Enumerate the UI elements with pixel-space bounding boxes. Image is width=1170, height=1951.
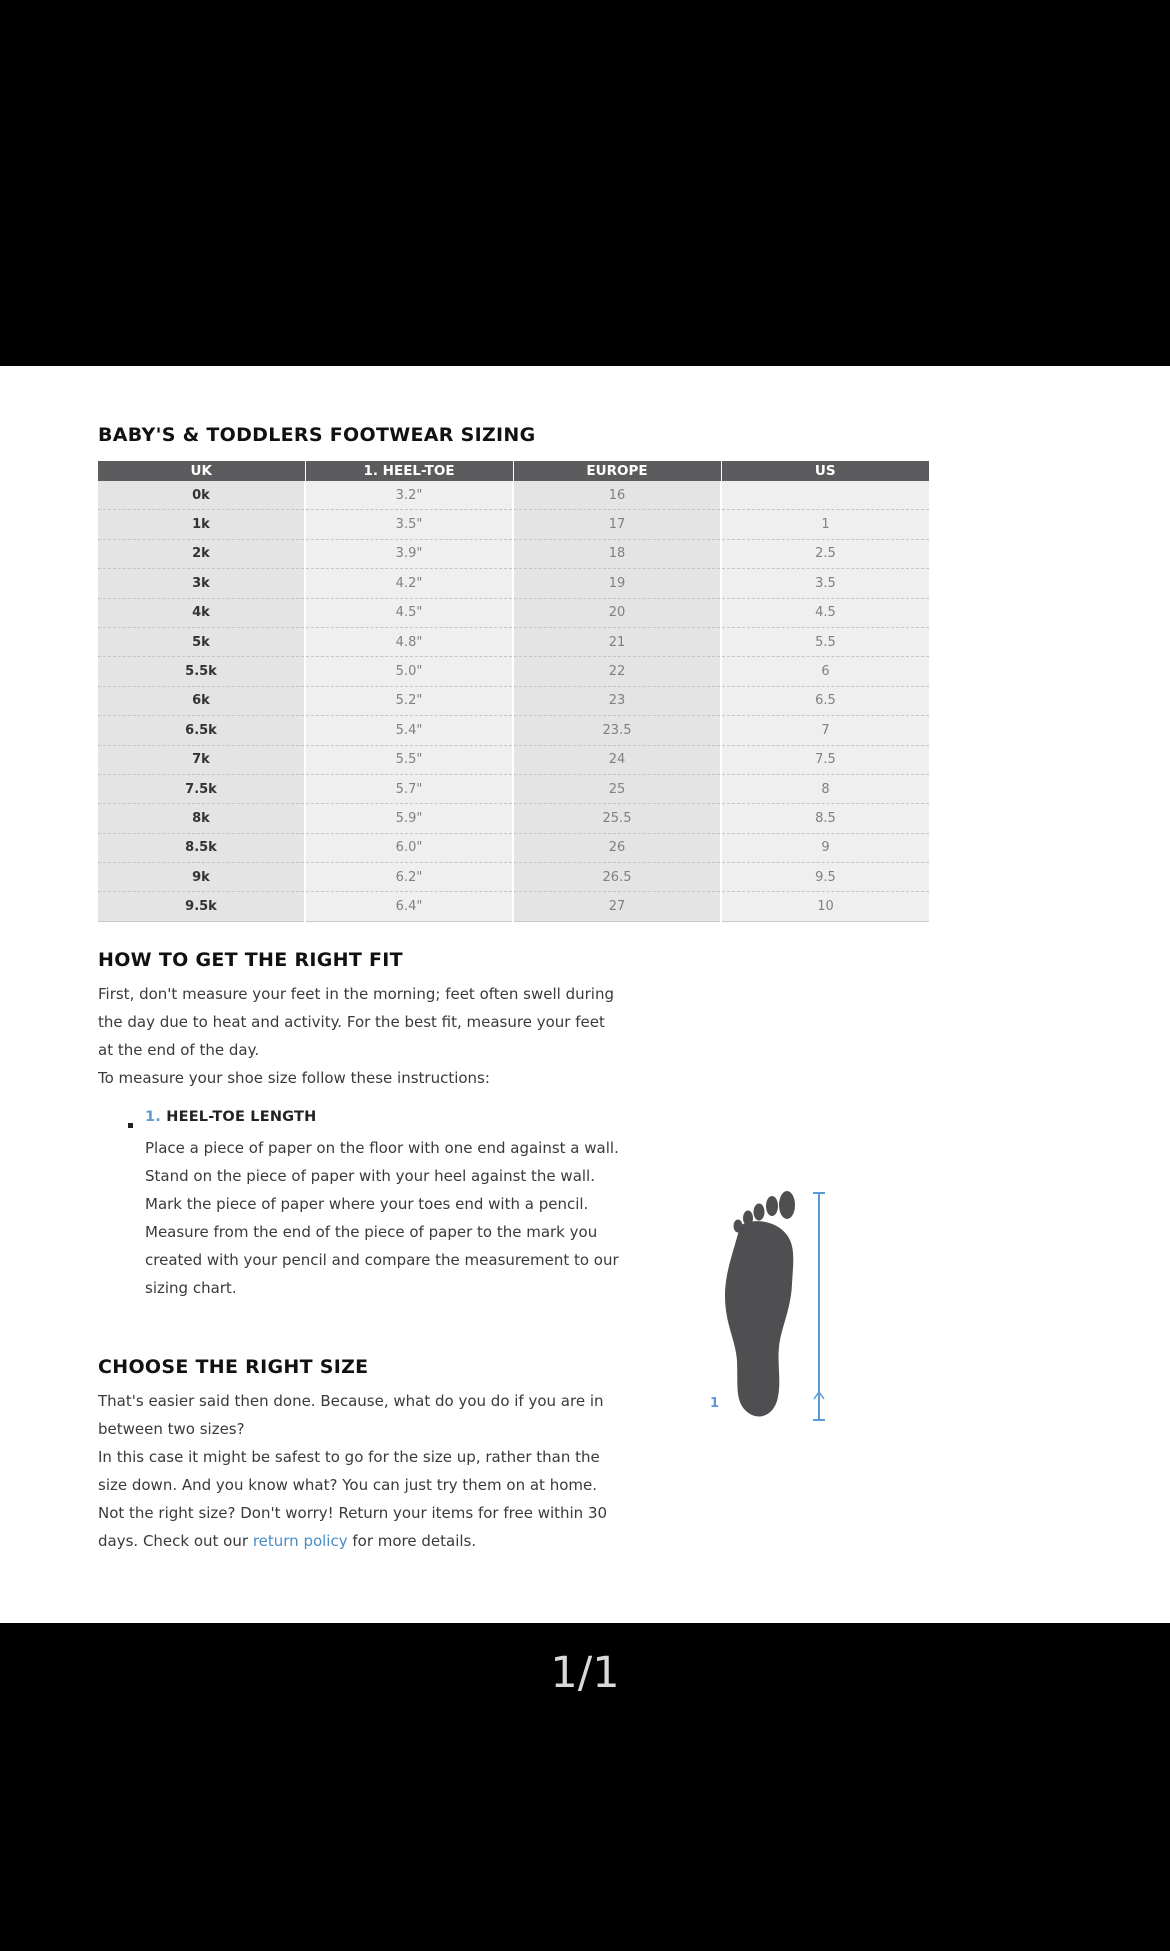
cell-uk: 5.5k	[98, 657, 305, 686]
cell-us: 2.5	[721, 539, 929, 568]
step-title-text: HEEL-TOE LENGTH	[166, 1109, 317, 1125]
cell-us: 7.5	[721, 745, 929, 774]
cell-europe: 20	[513, 598, 721, 627]
cell-heel-toe: 5.7"	[305, 774, 513, 803]
step-number: 1.	[145, 1109, 161, 1125]
table-row	[98, 539, 929, 568]
cell-heel-toe: 5.9"	[305, 804, 513, 833]
cell-heel-toe: 6.0"	[305, 833, 513, 862]
table-row	[98, 627, 929, 656]
return-policy-link[interactable]: return policy	[252, 1532, 348, 1550]
cell-uk: 5k	[98, 627, 305, 656]
table-row	[98, 833, 929, 862]
cell-uk: 0k	[98, 481, 305, 510]
cell-europe: 26	[513, 833, 721, 862]
cell-europe: 16	[513, 481, 721, 510]
cell-us: 6	[721, 657, 929, 686]
foot-measurement-illustration	[710, 1189, 840, 1424]
cell-europe: 25	[513, 774, 721, 803]
cell-europe: 23.5	[513, 716, 721, 745]
document-page	[0, 366, 1170, 1623]
cell-uk: 9k	[98, 863, 305, 892]
fit-intro: First, don't measure your feet in the morning; feet often swell during the day due to heat and activity. For the best fit, measure your feet at the end of the day.	[98, 985, 614, 1059]
bullet-icon	[128, 1123, 133, 1128]
table-row	[98, 598, 929, 627]
heel-toe-figure	[710, 1189, 840, 1429]
table-row	[98, 686, 929, 715]
step-body: Place a piece of paper on the floor with one end against a wall. Stand on the piece of paper with your heel against the wall. Mark the piece of paper where your toes end with a pencil. Measure from the end of the piece of paper to the mark you created with your pencil and compare the measurement to our sizing chart.	[145, 1139, 619, 1297]
cell-uk: 1k	[98, 510, 305, 539]
cell-us: 4.5	[721, 598, 929, 627]
instructions-lead: To measure your shoe size follow these instructions:	[98, 1069, 490, 1087]
cell-us: 9	[721, 833, 929, 862]
cell-europe: 21	[513, 627, 721, 656]
cell-europe: 18	[513, 539, 721, 568]
table-row	[98, 745, 929, 774]
cell-heel-toe: 5.0"	[305, 657, 513, 686]
cell-uk: 9.5k	[98, 892, 305, 921]
cell-heel-toe: 5.5"	[305, 745, 513, 774]
size-paragraph-1: That's easier said then done. Because, what do you do if you are in between two sizes?	[98, 1392, 604, 1438]
table-row	[98, 657, 929, 686]
return-text-before: Not the right size? Don't worry! Return your items for free within 30 days. Check out our	[98, 1504, 608, 1550]
cell-us: 3.5	[721, 569, 929, 598]
cell-europe: 26.5	[513, 863, 721, 892]
cell-us: 10	[721, 892, 929, 921]
table-row	[98, 510, 929, 539]
cell-us: 8	[721, 774, 929, 803]
foot-icon	[725, 1191, 795, 1416]
size-heading: CHOOSE THE RIGHT SIZE	[98, 1356, 369, 1378]
toe	[734, 1220, 743, 1233]
cell-us	[721, 481, 929, 510]
page-title: BABY'S & TODDLERS FOOTWEAR SIZING	[98, 424, 536, 446]
size-paragraph-2: In this case it might be safest to go for the size up, rather than the size down. And you know what? You can just try them on at home.	[98, 1448, 600, 1494]
table-header-row	[98, 461, 929, 481]
cell-uk: 4k	[98, 598, 305, 627]
cell-heel-toe: 4.5"	[305, 598, 513, 627]
cell-us: 8.5	[721, 804, 929, 833]
cell-europe: 24	[513, 745, 721, 774]
toe	[743, 1211, 753, 1226]
table-row	[98, 716, 929, 745]
cell-uk: 8k	[98, 804, 305, 833]
cell-uk: 6.5k	[98, 716, 305, 745]
cell-heel-toe: 4.8"	[305, 627, 513, 656]
cell-europe: 19	[513, 569, 721, 598]
cell-europe: 27	[513, 892, 721, 921]
cell-us: 7	[721, 716, 929, 745]
fit-heading: HOW TO GET THE RIGHT FIT	[98, 949, 403, 971]
column-header-heel-toe: 1. HEEL-TOE	[305, 461, 513, 481]
cell-europe: 25.5	[513, 804, 721, 833]
table-row	[98, 774, 929, 803]
cell-heel-toe: 6.2"	[305, 863, 513, 892]
cell-uk: 7.5k	[98, 774, 305, 803]
measure-line	[813, 1193, 825, 1420]
return-text-after: for more details.	[347, 1532, 477, 1550]
page-counter: 1/1	[550, 1648, 620, 1698]
toe	[766, 1196, 778, 1216]
table-row	[98, 863, 929, 892]
cell-uk: 3k	[98, 569, 305, 598]
toe	[754, 1204, 765, 1221]
cell-uk: 8.5k	[98, 833, 305, 862]
cell-heel-toe: 6.4"	[305, 892, 513, 921]
cell-heel-toe: 5.4"	[305, 716, 513, 745]
cell-uk: 2k	[98, 539, 305, 568]
cell-us: 9.5	[721, 863, 929, 892]
cell-uk: 6k	[98, 686, 305, 715]
column-header-us: US	[721, 461, 929, 481]
cell-us: 5.5	[721, 627, 929, 656]
size-chart-table	[98, 461, 929, 922]
table-row	[98, 569, 929, 598]
size-paragraph-3	[98, 1499, 618, 1555]
cell-heel-toe: 3.9"	[305, 539, 513, 568]
cell-heel-toe: 3.2"	[305, 481, 513, 510]
table-row	[98, 481, 929, 510]
column-header-uk: UK	[98, 461, 305, 481]
cell-heel-toe: 4.2"	[305, 569, 513, 598]
cell-europe: 23	[513, 686, 721, 715]
cell-us: 1	[721, 510, 929, 539]
step-title	[145, 1109, 316, 1125]
column-header-europe: EUROPE	[513, 461, 721, 481]
toe	[779, 1191, 795, 1219]
cell-heel-toe: 5.2"	[305, 686, 513, 715]
cell-heel-toe: 3.5"	[305, 510, 513, 539]
figure-label: 1	[710, 1396, 720, 1411]
table-row	[98, 804, 929, 833]
foot-sole	[725, 1221, 793, 1416]
cell-uk: 7k	[98, 745, 305, 774]
cell-europe: 17	[513, 510, 721, 539]
cell-europe: 22	[513, 657, 721, 686]
table-row	[98, 892, 929, 921]
cell-us: 6.5	[721, 686, 929, 715]
